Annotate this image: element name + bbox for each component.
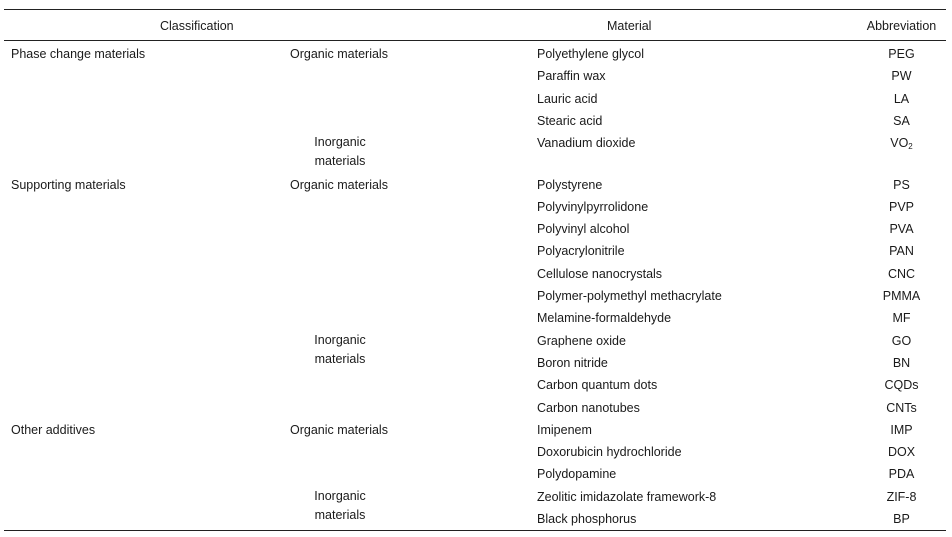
material-name: Boron nitride [537, 355, 608, 370]
material-abbreviation: SA [893, 113, 910, 128]
material-name: Lauric acid [537, 91, 598, 106]
material-name: Paraffin wax [537, 69, 606, 84]
subgroup-label-organic: Organic materials [290, 422, 388, 437]
subgroup-label-organic: Organic materials [290, 177, 388, 192]
table-top-rule [4, 9, 946, 10]
material-abbreviation: BN [892, 355, 911, 370]
material-abbreviation: PVA [889, 222, 914, 237]
subgroup-label-inorganic: Inorganic materials [314, 135, 366, 169]
material-name: Graphene oxide [537, 333, 626, 348]
material-name: Zeolitic imidazolate framework-8 [537, 489, 717, 504]
material-abbreviation: PDA [888, 467, 915, 482]
material-name: Stearic acid [537, 113, 603, 128]
material-name: Polystyrene [537, 177, 603, 192]
table-bottom-rule [4, 530, 946, 531]
material-name: Polyacrylonitrile [537, 244, 625, 259]
material-abbreviation: CNTs [886, 400, 917, 415]
material-name: Polyvinylpyrrolidone [537, 199, 649, 214]
material-name: Polyvinyl alcohol [537, 222, 630, 237]
abbreviation-subscript: 2 [908, 142, 913, 152]
material-name: Vanadium dioxide [537, 136, 636, 151]
material-name: Carbon quantum dots [537, 378, 658, 393]
material-abbreviation: PEG [888, 47, 915, 61]
material-abbreviation: LA [893, 91, 910, 106]
material-name: Carbon nanotubes [537, 400, 640, 415]
material-name: Black phosphorus [537, 512, 637, 526]
material-name: Polymer-polymethyl methacrylate [537, 289, 722, 303]
header-abbreviation: Abbreviation [866, 19, 937, 33]
material-abbreviation: DOX [887, 445, 916, 460]
group-label: Phase change materials [11, 47, 146, 61]
material-abbreviation: PAN [889, 244, 914, 259]
material-name: Imipenem [537, 422, 592, 437]
material-abbreviation: PS [893, 177, 910, 192]
group-label: Other additives [11, 422, 96, 437]
material-abbreviation: ZIF-8 [886, 489, 917, 504]
material-name: Polyethylene glycol [537, 47, 645, 61]
material-abbreviation: CQDs [884, 378, 919, 393]
subgroup-label-inorganic: Inorganic materials [314, 332, 366, 366]
material-abbreviation: PW [891, 69, 912, 84]
material-name: Melamine-formaldehyde [537, 311, 672, 326]
material-abbreviation: MF [892, 311, 911, 326]
material-abbreviation: IMP [890, 422, 913, 437]
subgroup-label-inorganic: Inorganic materials [314, 488, 366, 522]
material-name: Doxorubicin hydrochloride [537, 445, 682, 460]
material-abbreviation: BP [893, 512, 910, 526]
header-classification: Classification [160, 19, 234, 33]
material-abbreviation: $VO_2$ [890, 136, 913, 152]
material-name: Polydopamine [537, 467, 617, 482]
group-label: Supporting materials [11, 177, 126, 192]
material-abbreviation: PVP [888, 199, 914, 214]
material-abbreviation: PMMA [882, 289, 921, 303]
material-abbreviation: CNC [887, 266, 916, 281]
material-name: Cellulose nanocrystals [537, 266, 663, 281]
material-abbreviation: GO [891, 333, 912, 348]
header-material: Material [607, 19, 652, 33]
table-header-rule [4, 40, 946, 41]
subgroup-label-organic: Organic materials [290, 47, 388, 61]
